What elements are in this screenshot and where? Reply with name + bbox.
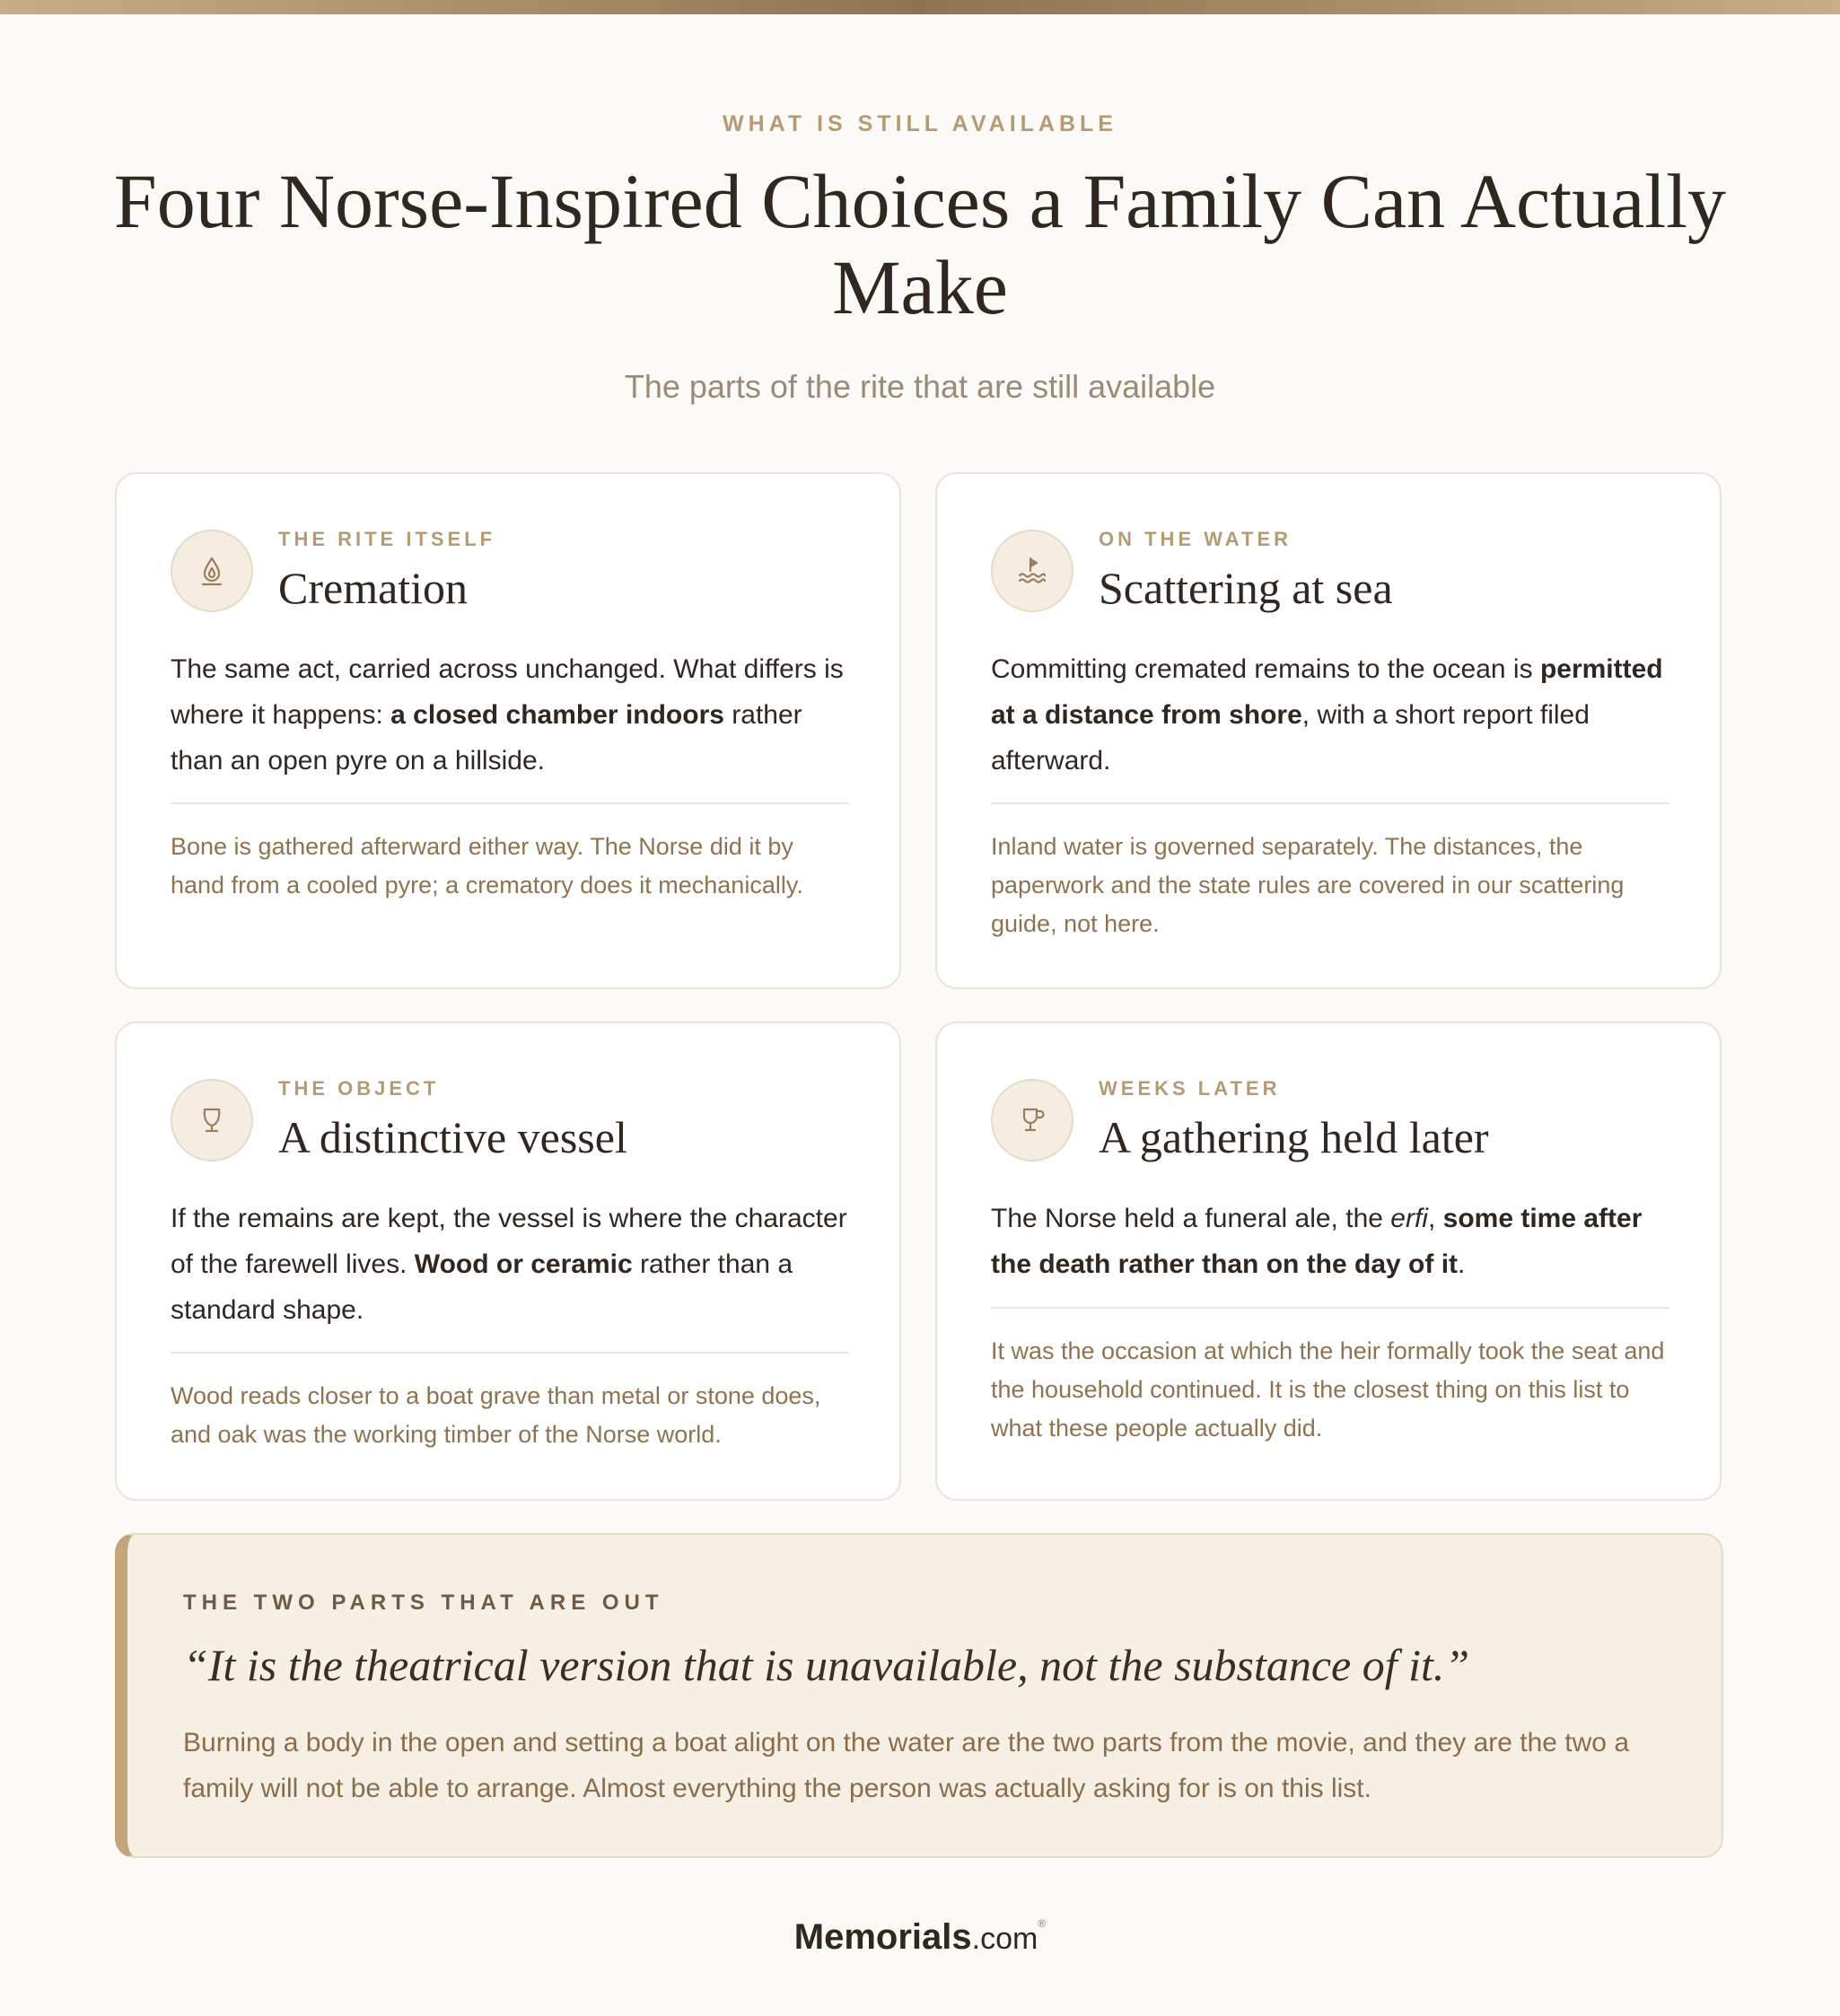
card-body: The same act, carried across unchanged. What differs is where it happens: a closed chamber indoors rather than an open pyre on a hillside. xyxy=(171,654,844,776)
card-divider xyxy=(991,1307,1669,1309)
card-divider xyxy=(171,802,849,804)
card-note: It was the occasion at which the heir formally took the seat and the household continued. It is the closest thing on this list to what these people actually did. xyxy=(991,1337,1665,1442)
callout-body: Burning a body in the open and setting a boat alight on the water are the two parts from the movie, and they are the two a family will not be able to arrange. Almost everything the person was actually asking for is on this list. xyxy=(183,1728,1630,1803)
page-title: Four Norse-Inspired Choices a Family Can Actually Make xyxy=(113,158,1727,330)
section-eyebrow: WHAT IS STILL AVAILABLE xyxy=(723,111,1117,136)
cup-icon xyxy=(991,1079,1073,1161)
card-title: Scattering at sea xyxy=(1099,563,1393,613)
vessel-icon xyxy=(171,1079,253,1161)
card-scattering-at-sea xyxy=(935,472,1722,989)
card-note: Bone is gathered afterward either way. The Norse did it by hand from a cooled pyre; a crematory does it mechanically. xyxy=(171,833,803,898)
card-distinctive-vessel xyxy=(115,1021,901,1501)
callout-quote: “It is the theatrical version that is unavailable, not the substance of it.” xyxy=(183,1640,1470,1690)
card-gathering-held-later xyxy=(935,1021,1722,1501)
card-eyebrow: WEEKS LATER xyxy=(1099,1077,1281,1100)
card-eyebrow: THE OBJECT xyxy=(278,1077,440,1100)
page-subtitle: The parts of the rite that are still available xyxy=(624,368,1216,405)
logo-suffix: .com xyxy=(971,1922,1038,1956)
logo-word: Memorials xyxy=(793,1917,972,1957)
card-divider xyxy=(991,802,1669,804)
flame-icon xyxy=(171,530,253,612)
top-accent-bar xyxy=(0,0,1840,14)
card-divider xyxy=(171,1352,849,1354)
card-cremation xyxy=(115,472,901,989)
card-note: Inland water is governed separately. The distances, the paperwork and the state rules are covered in our scattering guide, not here. xyxy=(991,833,1625,937)
card-eyebrow: ON THE WATER xyxy=(1099,528,1292,550)
callout-box xyxy=(115,1533,1723,1858)
card-title: A distinctive vessel xyxy=(278,1112,627,1162)
card-title: Cremation xyxy=(278,563,469,613)
card-body: Committing cremated remains to the ocean is permitted at a distance from shore, with a short report filed afterward. xyxy=(991,654,1663,776)
card-eyebrow: THE RITE ITSELF xyxy=(278,528,496,550)
card-note: Wood reads closer to a boat grave than metal or stone does, and oak was the working timber of the Norse world. xyxy=(171,1382,821,1448)
memorials-logo[interactable] xyxy=(0,1917,1840,1958)
logo-registered-mark: ® xyxy=(1038,1917,1047,1930)
callout-eyebrow: THE TWO PARTS THAT ARE OUT xyxy=(183,1591,664,1615)
flag-on-waves-icon xyxy=(991,530,1073,612)
card-body: If the remains are kept, the vessel is where the character of the farewell lives. Wood or ceramic rather than a standard shape. xyxy=(171,1204,847,1325)
card-body: The Norse held a funeral ale, the erfi, some time after the death rather than on the day of it. xyxy=(991,1204,1643,1279)
card-title: A gathering held later xyxy=(1099,1112,1489,1162)
